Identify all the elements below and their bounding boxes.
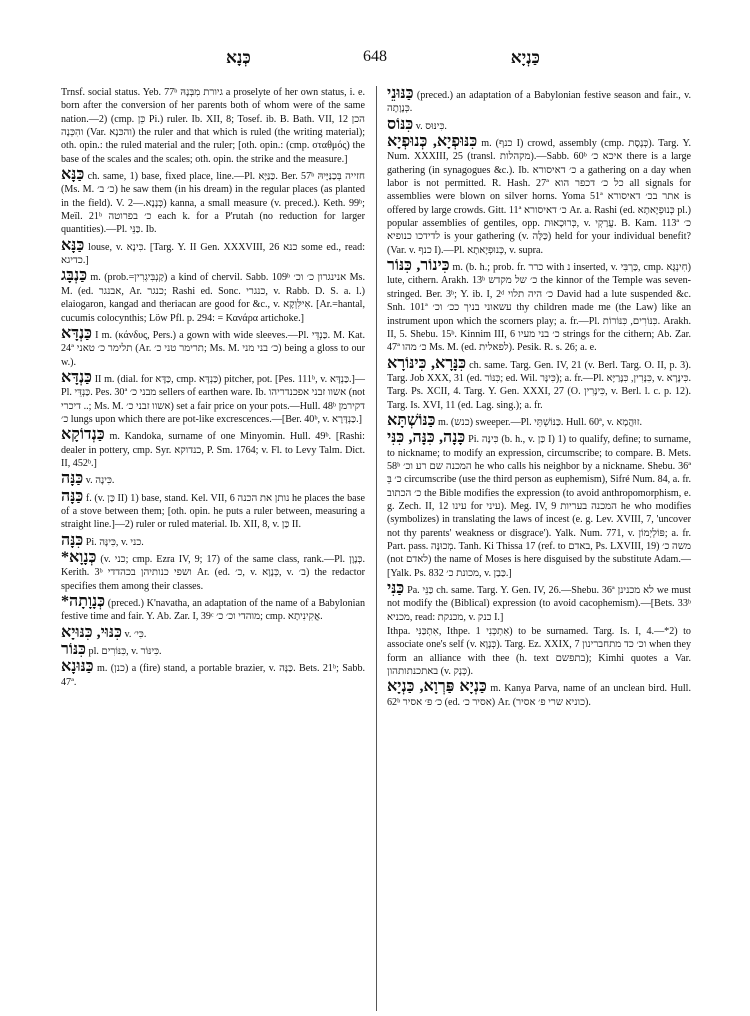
entry-text: m. (prob.=קַנְבִּיגְרִין) a kind of chervil. Sabb. 109ᵇ אנינגרון כ׳ וכ׳ Ms. M. (ed. אבנגר, Ar. כנגר; Rashi ed. Sonc. כנגרי, v. Rabb. D. S. a. l.) elaiogaron, kangad and theriacan are good for &c., v. אִילִּוְקָא. [Ar.=hantal, cucumis colocynthis; Löw Pfl. p. 294: = Κανάρα artichoke.] [61, 272, 366, 324]
entry-lemma: כִּינוֹר, כִּנּוֹר [387, 257, 450, 275]
dictionary-entry [387, 86, 691, 116]
entry-lemma: כַּנְיָא פַּרְוָא, כַּנְיָא [387, 678, 487, 696]
entry-text: v. כִּי׳. [124, 628, 147, 640]
entry-text: v. כִּינָה. [85, 475, 115, 487]
dictionary-entry [387, 117, 691, 133]
entry-lemma: *כְּנָוָתָה [61, 593, 106, 611]
entry-lemma: כַּנּוֹשְׁתָּא [387, 411, 436, 429]
right-column [387, 86, 691, 709]
entry-text: m. (כנן) a (fire) stand, a portable brazier, v. כַּנָּה. Bets. 21ᵇ; Sabb. 47ª. [61, 663, 366, 688]
entry-text: (v. כני; cmp. Ezra IV, 9; 17) of the same class, rank.—Pl. כְּנָוָן. Kerith. 3ᵇ ושפי כנותיהן בכהדדי Ar. (ed. כ׳, v. כְּנָוָא, v. ב׳) the redactor specifies them among their classes. [61, 554, 365, 592]
entry-text: louse, v. כִּינָא. [Targ. Y. II Gen. XXXVIII, 26 כנא some ed., read: כדיגא.] [61, 241, 366, 267]
entry-text: ch. same, 1) base, fixed place, line.—Pl. כַּנַּיָּא. Ber. 57ᵇ חזייה בְּכַנַּיָּיהּ (Ms. M. כ׳ ב׳) he saw them (in his dream) in the regular places (as planted in the field). V. כְּנָנָא.—2) kanna, a small measure (v. preced.). Keth. 99ᵇ; Meïl. 21ᵇ כ׳ בפרוטה each k. for a P'rutah (no reduction for larger quantities).—Pl. כַּנֵּי. Ib. [61, 171, 366, 236]
dictionary-entry [61, 427, 365, 470]
entry-lemma: כִּנָּה [61, 531, 84, 549]
dictionary-entry [61, 167, 365, 237]
entry-lemma: כִּנּוֹר [61, 641, 86, 659]
entry-text: II m. (dial. for כַּדָּא, cmp. כַּנְדָּא) pitcher, pot. [Pes. 111ᵇ, v. כַּנְדָּא.]—Pl. כַּנְדֵּי. Pes. 30ª מבני כ׳ sellers of earthen ware. Ib. אשוו זבני אפכנדריהו (not דיכרי ..; Ms. M. אשוו זבני כ׳) set a fair price on your pots.—Hull. 48ᵇ דקירמן כ׳ lungs upon which there are pot-like excrescences.—[Ber. 40ᵇ, v. כַּנְדָּרָא.] [61, 373, 366, 425]
entry-text: m. (כנף I) crowd, assembly (cmp. כְּנֶסֶת). Targ. Y. Num. XXXIII, 25 (transl. מקהלות).—Sabb. 60ᵇ איכא כ׳ there is a large gathering (in synagogues &c.). Ib. כ׳ דאיסורא a gathering on a day when labor is not permitted. R. Hash. 27ª כל כ׳ דכפר הוא all signals for assemblies were blown on silver horns. Yoma 51ª אתר בכ׳ דאיסורא is offered by large crowds. Gitt. 11ª כ׳ דאיסורא Ar. a. Rashi (ed. כְּנוּפְיָאתָא pl.) popular assemblies of gentiles, opp. כְּרוּכָאוּת, v. עֲרַקְי. B. Kam. 113ª כ׳ לדידכו כנופיא is your gathering (v. כַּלָּה) held for your individual benefit? (Var. v. כנף I).—Pl. כְּנוּפְיָאתָא, v. supra. [387, 138, 692, 256]
entry-text: m. Kanya Parva, name of an unclean bird. Hull. 62ᵇ כ׳ פ׳ אסיר (ed. אסיר כ׳) Ar. (כוניא שרי פ׳ אסיר). [387, 683, 691, 708]
entry-lemma: כַּנִּי [387, 580, 405, 598]
entry-lemma: כָּנָה, כִּנָּה, כִּנִּי [387, 429, 466, 447]
entry-lemma: *כְּנָוָא [61, 549, 97, 566]
entry-lemma: כַּנָּא [61, 236, 85, 254]
entry-text: (preced.) K'navatha, an adaptation of the name of a Babylonian festive time and fair. Y. Ab. Zar. I, 39ᶜ מוהדי וכ׳ כ׳; cmp. אֲקִינִיתָא. [61, 598, 365, 623]
column-divider [376, 86, 377, 1011]
entry-lemma: כִּנּוֹס [387, 115, 414, 133]
entry-lemma: כַּנְדוֹקָא [61, 426, 105, 444]
dictionary-entry [61, 489, 365, 532]
entry-text: Pi. כִּינָּה (b. h., v. כַּן I) 1) to qualify, define; to surname, to nickname; to modify an expression, circumscribe; to compare. B. Mets. 58ᵇ המכנה שם רע וכ׳ he who calls his neighbor by a nickname. Shebu. 36ª כ׳ בֵּ circumscribe (use the third person as euphemism), Sifré Num. 84, a. fr. כ׳ הכתוב the Bible modifies the expression (to avoid anthropomorphism, e. g. Zech. II, 12 עינו for עיני). Meg. IV, 9 המכנה בעריות he who modifies (symbolizes) in translating the laws of incest (e. g. Lev. XVIII, 7, 'uncover not thy parents' weakness or disgrace'). Yalk. Num. 771, v. פּוֹלְיְמוֹן; a. fr. Part. pass. מְכוּנָּה. Tanh. Ki Thissa 17 (ref. to באדם, Ps. LXVIII, 19) משה כ׳ (not לאדם) the name of Moses is here disguised by the substitute Adam.—[Yalk. Ps. 832 מכונת כ׳, v. כַּבַן.] [387, 434, 692, 579]
dictionary-entry [61, 238, 365, 268]
dictionary-entry [387, 430, 691, 580]
entry-lemma: כִּנָּרָא, כִּינּוֹרָא [387, 354, 467, 372]
dictionary-entry [61, 370, 365, 426]
dictionary-entry [61, 86, 365, 166]
entry-text: m. Kandoka, surname of one Minyomin. Hull. 49ᵇ. [Rashi: dealer in pottery, cmp. Syr. כנדוקא, P. Sm. 1764; v. Fl. to Levy Talm. Dict. II, 452ᵇ.] [61, 431, 365, 469]
entry-text: pl. כִּנּוֹרִים, v. כִּינּוֹר. [88, 646, 162, 658]
entry-text: f. (v. כַּן II) 1) base, stand. Kel. VII, 6 נותן את הכנה he places the base of a stove between them; [oth. opin. he puts a ruler between, measuring a straight line.]—2) ruler or ruled material. Ib. XII, 8, v. כַּן II. [61, 492, 366, 531]
entry-text: I m. (κάνδυς, Pers.) a gown with wide sleeves.—Pl. כַּנְדֵּי. M. Kat. 24ª תלימר כ׳ טאני (Ar. תרימר טני כ׳; Ms. M. כ׳ בני מני) being a gloss to our w.). [61, 329, 365, 368]
dictionary-entry [61, 550, 365, 593]
entry-lemma: כַּנְבָּג [61, 267, 88, 285]
left-column [61, 86, 365, 689]
dictionary-entry [61, 594, 365, 624]
entry-lemma: כַּנָּה [61, 470, 84, 488]
dictionary-entry [387, 356, 691, 412]
dictionary-entry [387, 625, 691, 678]
dictionary-entry [387, 679, 691, 709]
entry-lemma: כַּנְדָּא [61, 324, 92, 342]
entry-lemma: כַּנָּא [61, 166, 85, 184]
entry-lemma: כַּנָּה [61, 487, 84, 505]
dictionary-entry [387, 413, 691, 429]
dictionary-entry [387, 258, 691, 354]
dictionary-entry [387, 581, 691, 624]
page-header [60, 48, 690, 70]
dictionary-entry [61, 625, 365, 641]
entry-text: (preced.) an adaptation of a Babylonian festive season and fair., v. כְּנָוָתָה. [387, 90, 691, 115]
entry-text: Ithpa. אִתְכַּנִּי, Ithpe. אִתְכְּנִי 1) to be surnamed. Targ. Is. I, 4.—*2) to associate one's self (v. כְּנָוָא). Targ. Ez. XXIX, 7 וכ׳ כד מתחברינון when they form an alliance with thee (h. text בתפשם); Kimhi quotes a Var. באתכנתותהון (v. כְּנָק). [387, 626, 691, 678]
entry-lemma: כִּנּוּפְיָא, כְּנוּפְיָא [387, 133, 478, 151]
entry-text: ch. same. Targ. Gen. IV, 21 (v. Berl. Targ. O. II, p. 3). Targ. Job XXX, 31 (ed. כִּנּוֹר; ed. Wil. כִּינָּר); a. fr.—Pl. כִּנָּרִין, כִּנָּרַיָּא, v. כִּינָּרָא. Targ. Ps. XCII, 4. Targ. Y. Gen. XXXI, 27 (O. כִּינָּרִין, v. Berl. l. c. p. 12). Targ. Is. XVI, 11 (ed. Lag. sing.); a. fr. [387, 359, 691, 411]
right-running-headword: כַּנְיָא [510, 48, 540, 67]
dictionary-entry [61, 326, 365, 369]
entry-lemma: כַּנּוּנֵי [387, 85, 414, 102]
entry-text: m. (כנש) sweeper.—Pl. כַּנּוֹשְׁתֵּי. Hull. 60ª, v. זוּהֲמָא. [438, 416, 643, 428]
dictionary-entry [61, 659, 365, 689]
entry-text: Pi. כִּינָּה, v. כני. [85, 536, 144, 548]
left-running-headword: כְּנָא [226, 48, 251, 67]
entry-lemma: כִּנּוּי, כִּנּוּיָא [61, 623, 122, 641]
entry-text: Pa. כַּנֵּי ch. same. Targ. Y. Gen. IV, 26.—Shebu. 36ª לא מכנינן we must not modify the (Biblical) expression (to avoid cacophemism).—[Bets. 33ᵇ מכניא, read: מכנקת, v. כנק I.] [387, 585, 691, 623]
dictionary-entry [61, 471, 365, 487]
entry-text: m. (b. h.; prob. fr. כרר with נ inserted, v. כַּרְבִּי, cmp. חִינְגָּא) lute, cithern. Arakh. 13ᵇ כ׳ של מקדש the kinnor of the Temple was seven-stringed. Ber. 3ᵇ; Y. ib. I, 2ᵈ כ׳ היה תלוי David had a lute suspended &c. Snh. 101ª עשאוני בניך ככ׳ וכ׳ thy children made me (the Law) like an instrument upon which the scorners play; a. fr.—Pl. כִּנּוֹרִים, כִּנּוֹרוֹת. Arakh. II, 5. Shebu. 15ᵇ. Kinnim III, 6 כ׳ בני מעיו strings for the cithern; Ab. Zar. 47ª כ׳ מהו Ms. M. (ed. לפאלית). Pesik. R. s. 26; a. e. [387, 262, 692, 354]
entry-lemma: כַּנְדָּא [61, 368, 92, 386]
dictionary-entry [61, 268, 365, 324]
entry-text: Trnsf. social status. Yeb. 77ᵇ גיורת מִבְּנָהּ a proselyte of her own status, i. e. born after the conversion of her parents both of whom were of the same nation.—2) (cmp. כֵּן Pi.) ruler. Ib. XII, 8; Tosef. ib. B. Bath. VII, 12 הכן והִכְּנָה (Var. והכּנָא) the ruler and that which is ruled (the writing material); oth. opin.: the ruled material and the ruler; [oth. opin.: (cmp. σταθμός) the base of the scales and the scales; oth. opin. the strike and the measure.] [61, 87, 365, 165]
page-number: 648 [363, 48, 387, 65]
entry-lemma: כַּנּוּנָא [61, 658, 94, 676]
entry-text: v. כִּינּוּס. [415, 120, 447, 132]
dictionary-entry [387, 134, 691, 257]
dictionary-entry [61, 642, 365, 658]
dictionary-entry [61, 533, 365, 549]
